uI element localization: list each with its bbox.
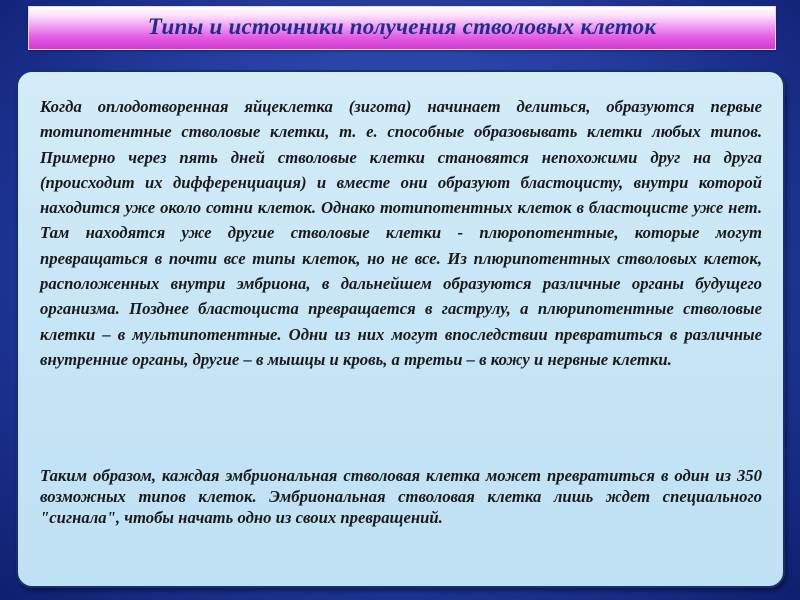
page-title: Типы и источники получения стволовых клеток (147, 14, 657, 39)
title-bar (28, 6, 776, 50)
content-panel (16, 70, 785, 588)
body-paragraph-1: Когда оплодотворенная яйцеклетка (зигота) начинает делиться, образуются первые тотипотентные стволовые клетки, т. е. способные образовывать клетки любых типов. Примерно через пять дней стволовые клетки становятся непохожими друг на друга (происходит их дифференциация) и вместе они образуют бластоцисту, внутри которой находится уже около сотни клеток. Однако тотипотентных клеток в бластоцисте уже нет. Там находятся уже другие стволовые клетки - плюропотентные, которые могут превращаться в почти все типы клеток, но не все. Из плюрипотентных стволовых клеток, расположенных внутри эмбриона, в дальнейшем образуются различные органы будущего организма. Позднее бластоциста превращается в гаструлу, а плюрипотентные стволовые клетки – в мультипотентные. Одни из них могут впоследствии превратиться в различные внутренние органы, другие – в мышцы и кровь, а третьи – в кожу и нервные клетки. (40, 97, 762, 369)
body-paragraph-2: Таким образом, каждая эмбриональная стволовая клетка может превратиться в один из 350 возможных типов клеток. Эмбриональная стволовая клетка лишь ждет специального "сигнала", чтобы начать одно из своих превращений. (40, 466, 762, 527)
